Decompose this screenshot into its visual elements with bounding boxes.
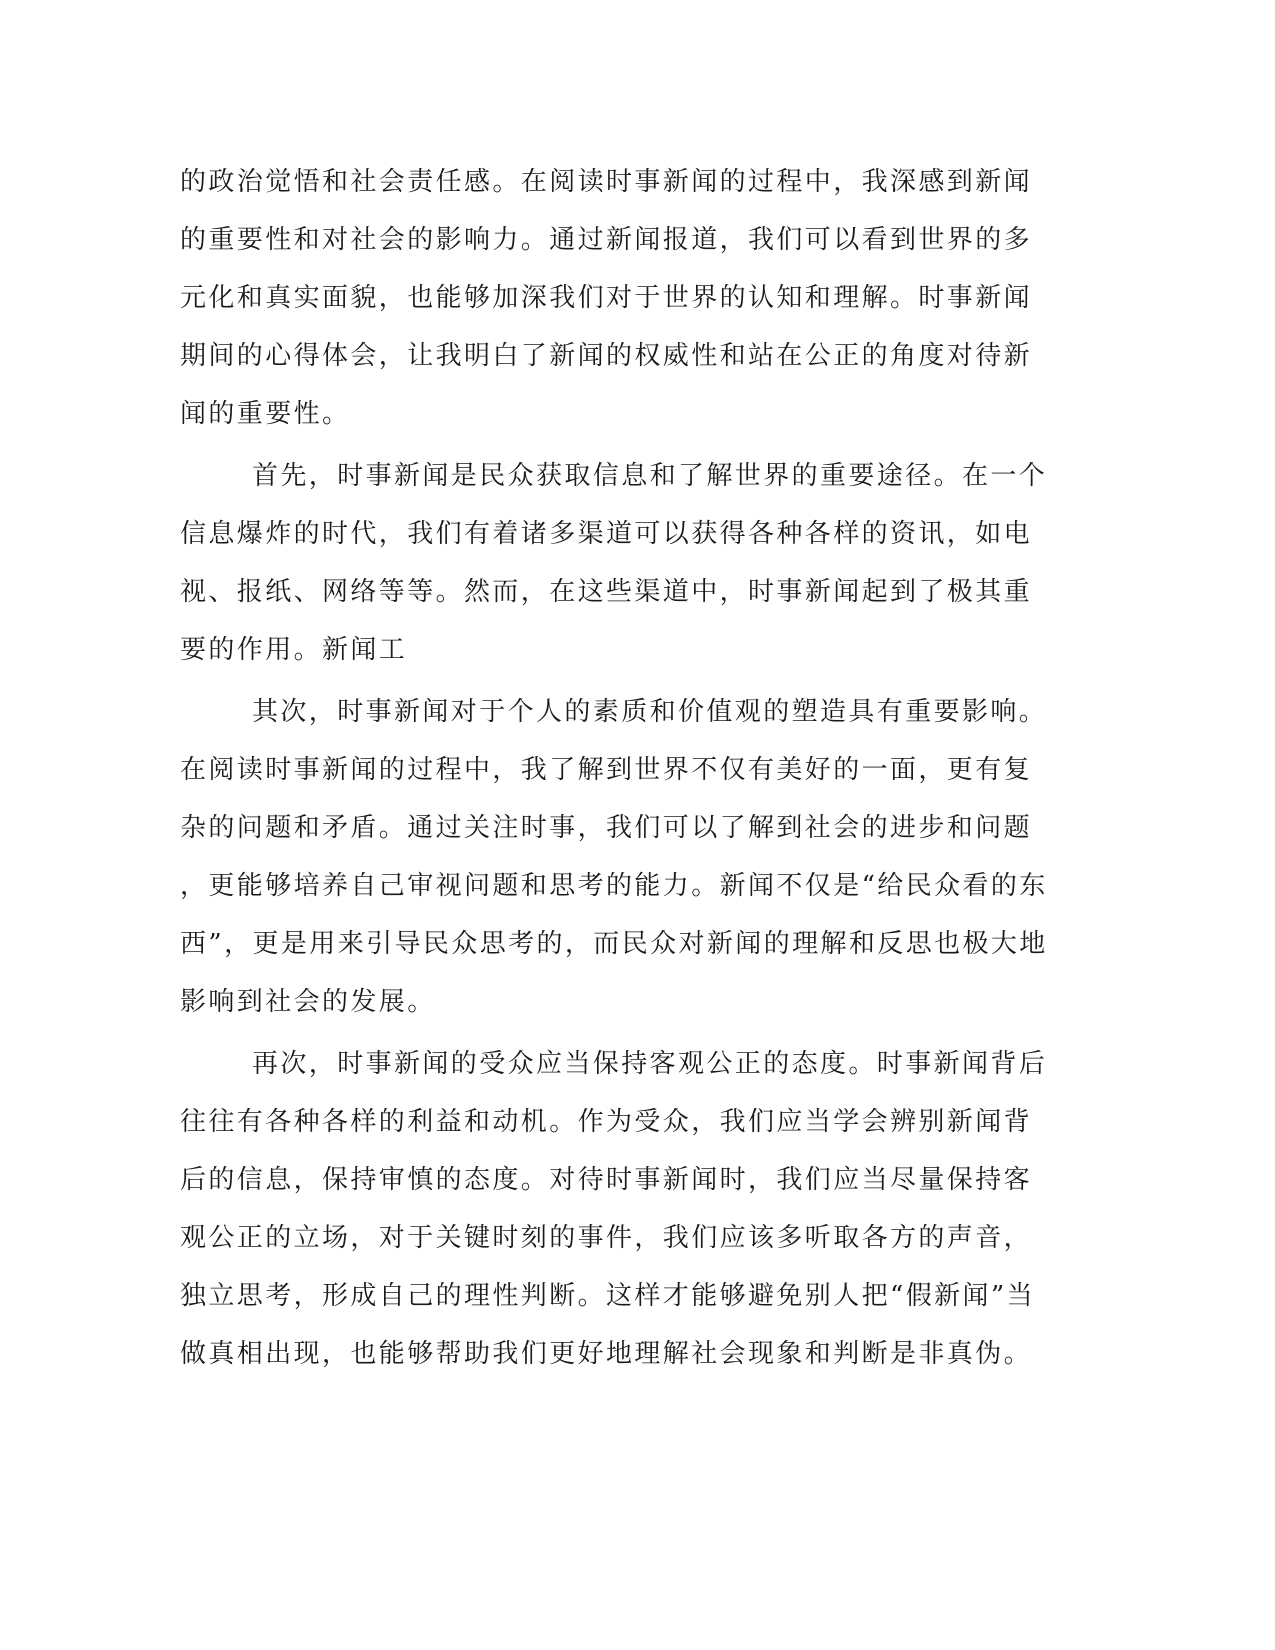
text-line: 往往有各种各样的利益和动机。作为受众，我们应当学会辨别新闻背 — [180, 1107, 1033, 1137]
paragraph — [180, 683, 1048, 1031]
text-line: 元化和真实面貌，也能够加深我们对于世界的认知和理解。时事新闻 — [180, 283, 1033, 313]
text-line: 首先，时事新闻是民众获取信息和了解世界的重要途径。在一个 — [252, 461, 1048, 491]
paragraph — [180, 153, 1040, 443]
text-line: 的政治觉悟和社会责任感。在阅读时事新闻的过程中，我深感到新闻 — [180, 167, 1033, 197]
text-line: 后的信息，保持审慎的态度。对待时事新闻时，我们应当尽量保持客 — [180, 1165, 1033, 1195]
text-line: 的重要性和对社会的影响力。通过新闻报道，我们可以看到世界的多 — [180, 225, 1033, 255]
text-line: 要的作用。新闻工 — [180, 635, 408, 665]
text-line: 信息爆炸的时代，我们有着诸多渠道可以获得各种各样的资讯，如电 — [180, 519, 1033, 549]
paragraph — [180, 447, 1048, 679]
text-line: 在阅读时事新闻的过程中，我了解到世界不仅有美好的一面，更有复 — [180, 755, 1033, 785]
text-line: 做真相出现，也能够帮助我们更好地理解社会现象和判断是非真伪。 — [180, 1339, 1033, 1369]
text-line: 观公正的立场，对于关键时刻的事件，我们应该多听取各方的声音， — [180, 1223, 1033, 1253]
text-line: 影响到社会的发展。 — [180, 987, 436, 1017]
text-line: 杂的问题和矛盾。通过关注时事，我们可以了解到社会的进步和问题 — [180, 813, 1033, 843]
text-line: ，更能够培养自己审视问题和思考的能力。新闻不仅是“给民众看的东 — [180, 871, 1048, 901]
text-line: 独立思考，形成自己的理性判断。这样才能够避免别人把“假新闻”当 — [180, 1281, 1035, 1311]
text-line: 闻的重要性。 — [180, 399, 351, 429]
text-line: 视、报纸、网络等等。然而，在这些渠道中，时事新闻起到了极其重 — [180, 577, 1033, 607]
text-line: 期间的心得体会，让我明白了新闻的权威性和站在公正的角度对待新 — [180, 341, 1033, 371]
text-line: 其次，时事新闻对于个人的素质和价值观的塑造具有重要影响。 — [252, 697, 1048, 727]
paragraph — [180, 1035, 1048, 1383]
text-line: 西”，更是用来引导民众思考的，而民众对新闻的理解和反思也极大地 — [180, 929, 1048, 959]
document-body — [180, 153, 1048, 1383]
text-line: 再次，时事新闻的受众应当保持客观公正的态度。时事新闻背后 — [252, 1049, 1048, 1079]
